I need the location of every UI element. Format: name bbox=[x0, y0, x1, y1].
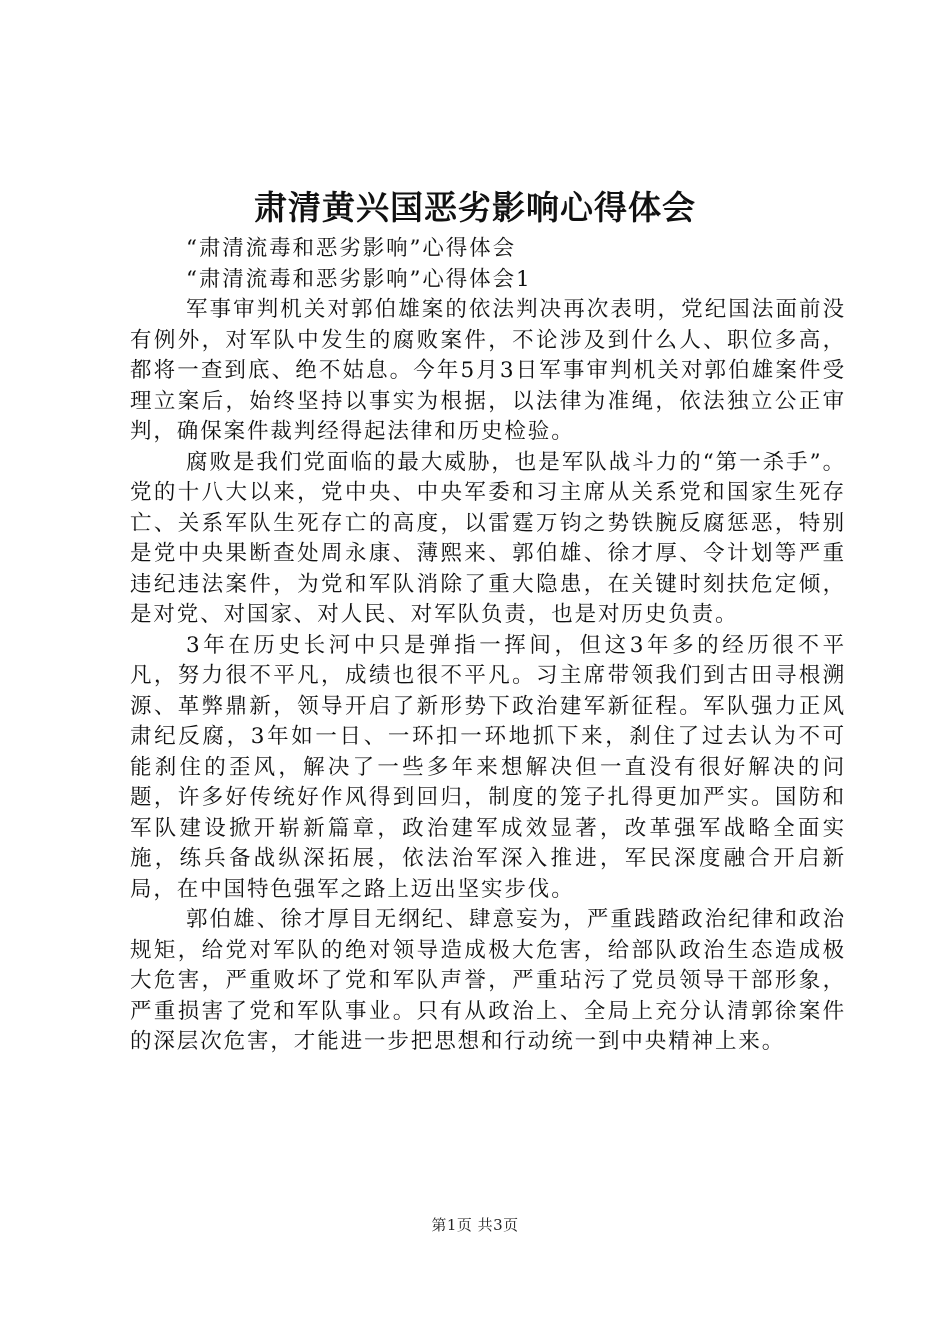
page-footer: 第1页 共3页 bbox=[431, 1216, 519, 1234]
document-title: 肃清黄兴国恶劣影响心得体会 bbox=[254, 188, 696, 227]
document-body bbox=[130, 234, 846, 1058]
paragraph-2: 腐败是我们党面临的最大威胁，也是军队战斗力的“第一杀手”。党的十八大以来，党中央、中央军委和习主席从关系党和国家生死存亡、关系军队生死存亡的高度，以雷霆万钧之势铁腕反腐惩恶，特别是党中央果断查处周永康、薄熙来、郭伯雄、徐才厚、令计划等严重违纪违法案件，为党和军队消除了重大隐患，在关键时刻扶危定倾，是对党、对国家、对人民、对军队负责，也是对历史负责。 bbox=[130, 449, 846, 627]
paragraph-4: 郭伯雄、徐才厚目无纲纪、肆意妄为，严重践踏政治纪律和政治规矩，给党对军队的绝对领导造成极大危害，给部队政治生态造成极大危害，严重败坏了党和军队声誉，严重玷污了党员领导干部形象，严重损害了党和军队事业。只有从政治上、全局上充分认清郭徐案件的深层次危害，才能进一步把思想和行动统一到中央精神上来。 bbox=[130, 907, 846, 1054]
paragraph-1: 军事审判机关对郭伯雄案的依法判决再次表明，党纪国法面前没有例外，对军队中发生的腐败案件，不论涉及到什么人、职位多高，都将一查到底、绝不姑息。今年5月3日军事审判机关对郭伯雄案件受理立案后，始终坚持以事实为根据，以法律为准绳，依法独立公正审判，确保案件裁判经得起法律和历史检验。 bbox=[130, 297, 846, 444]
subtitle-2: “肃清流毒和恶劣影响”心得体会1 bbox=[186, 266, 532, 292]
subtitle-1: “肃清流毒和恶劣影响”心得体会 bbox=[186, 236, 516, 261]
paragraph-3: 3年在历史长河中只是弹指一挥间，但这3年多的经历很不平凡，努力很不平凡，成绩也很不平凡。习主席带领我们到古田寻根溯源、革弊鼎新，领导开启了新形势下政治建军新征程。军队强力正风肃纪反腐，3年如一日、一环扣一环地抓下来，刹住了过去认为不可能刹住的歪风，解决了一些多年来想解决但一直没有很好解决的问题，许多好传统好作风得到回归，制度的笼子扎得更加严实。国防和军队建设掀开崭新篇章，政治建军成效显著，改革强军战略全面实施，练兵备战纵深拓展，依法治军深入推进，军民深度融合开启新局，在中国特色强军之路上迈出坚实步伐。 bbox=[130, 632, 846, 902]
